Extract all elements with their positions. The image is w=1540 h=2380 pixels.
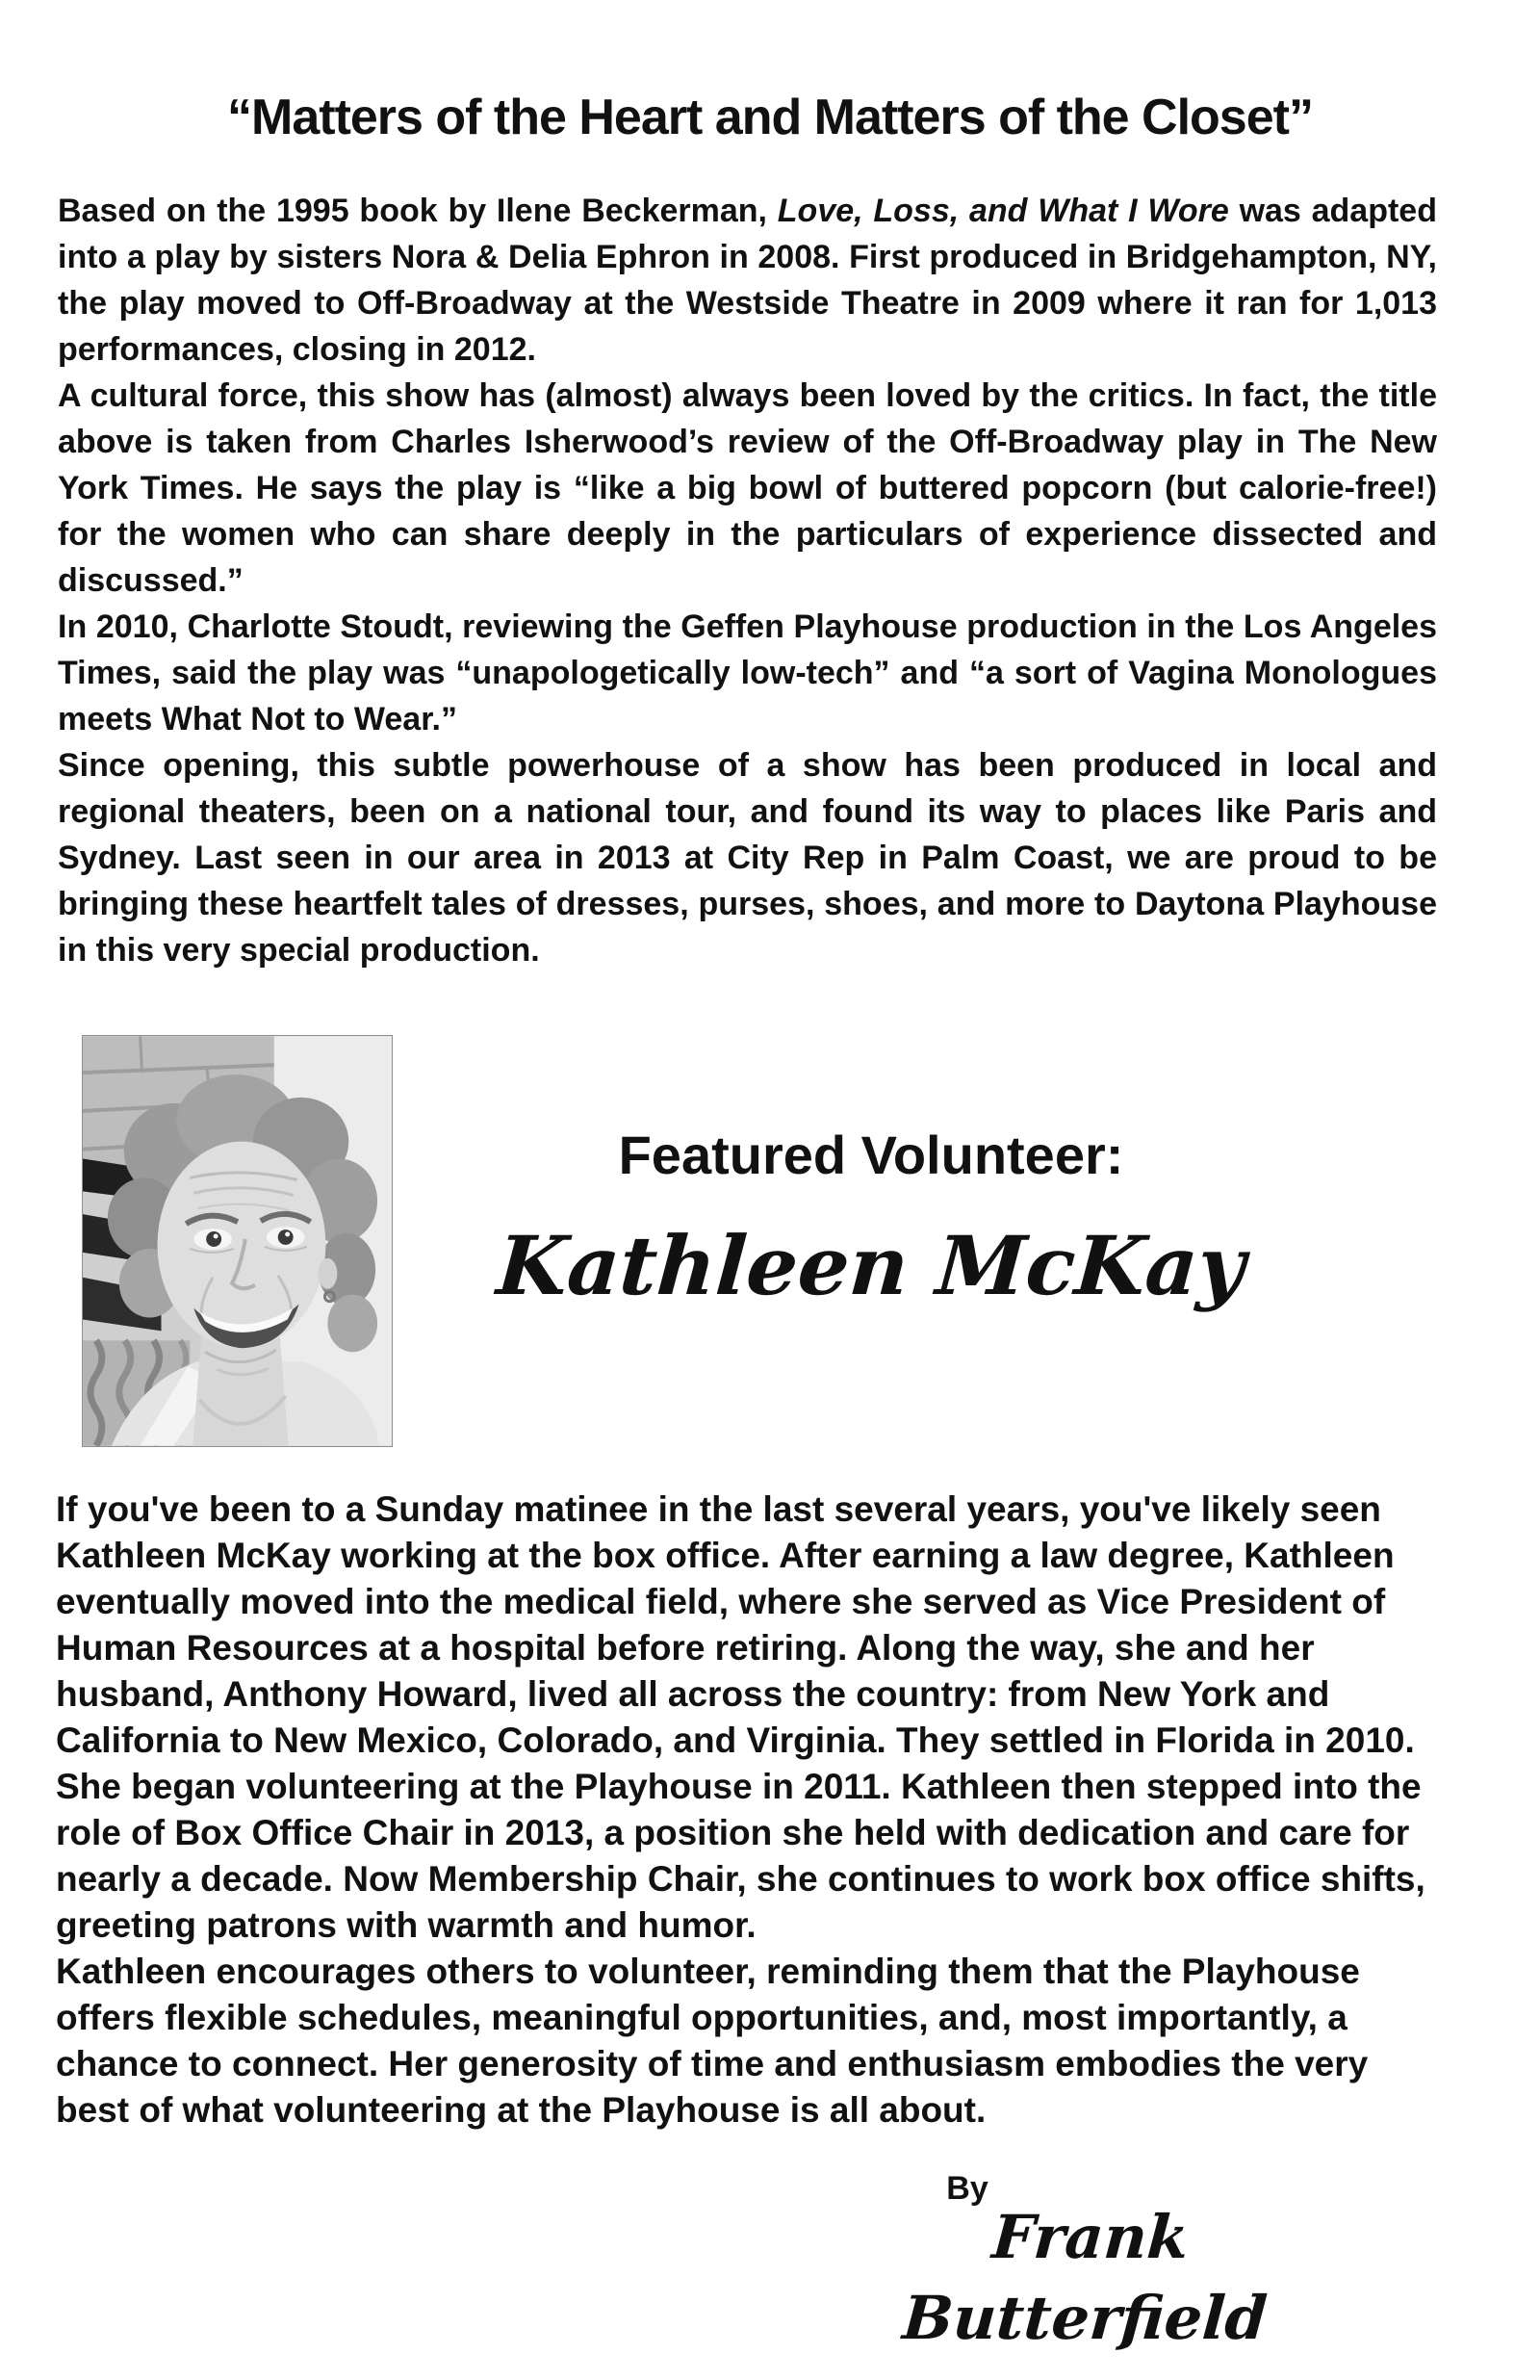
bio-paragraph-2: Kathleen encourages others to volunteer, reminding them that the Playhouse offers flexible schedules, meaningful opportunities, and, most importantly, a chance to connect. Her generosity of time and enthusiasm embodies the very best of what volunteering at the Playhouse is all about. (56, 1952, 1369, 2130)
volunteer-bio-section (56, 1487, 1447, 2134)
book-title-italic: Love, Loss, and What I Wore (777, 193, 1229, 229)
featured-volunteer-block (395, 1125, 1348, 1319)
page-title: “Matters of the Heart and Matters of the Closet” (227, 90, 1313, 145)
intro-p1-text-after: was adapted into a play by sisters Nora & Delia Ephron in 2008. First produced in Bridgehampton, NY, the play moved to Off-Broadway at the Westside Theatre in 2009 where it ran for 1,013 performances, closing in 2012. (58, 193, 1437, 368)
intro-paragraph-1 (58, 188, 1437, 373)
featured-volunteer-name: Kathleen McKay (494, 1218, 1248, 1313)
byline-prefix: By (946, 2170, 988, 2207)
intro-paragraph-4: Since opening, this subtle powerhouse of a show has been produced in local and regional theaters, been on a national tour, and found its way to places like Paris and Sydney. Last seen in our area in 2013 at City Rep in Palm Coast, we are proud to be bringing these heartfelt tales of dresses, purses, shoes, and more to Daytona Playhouse in this very special production. (58, 747, 1437, 969)
portrait-illustration (83, 1036, 392, 1446)
byline-author-signature: Frank Butterfield (900, 2202, 1270, 2353)
intro-paragraph-3: In 2010, Charlotte Stoudt, reviewing the Geffen Playhouse production in the Los Angeles Times, said the play was “unapologetically low-tech” and “a sort of Vagina Monologues meets What Not to Wear.” (58, 608, 1437, 737)
intro-paragraph-2: A cultural force, this show has (almost) always been loved by the critics. In fact, the title above is taken from Charles Isherwood’s review of the Off-Broadway play in The New York Times. He says the play is “like a big bowl of buttered popcorn (but calorie-free!) for the women who can share deeply in the particulars of experience dissected and discussed.” (58, 377, 1437, 599)
bio-paragraph-1: If you've been to a Sunday matinee in the last several years, you've likely seen Kathleen McKay working at the box office. After earning a law degree, Kathleen eventually moved into the medical field, where she served as Vice President of Human Resources at a hospital before retiring. Along the way, she and her husband, Anthony Howard, lived all across the country: from New York and California to New Mexico, Colorado, and Virginia. They settled in Florida in 2010. She began volunteering at the Playhouse in 2011. Kathleen then stepped into the role of Box Office Chair in 2013, a position she held with dedication and care for nearly a decade. Now Membership Chair, she continues to work box office shifts, greeting patrons with warmth and humor. (56, 1489, 1425, 1945)
show-description-section (58, 188, 1437, 973)
intro-p1-text: Based on the 1995 book by Ilene Beckerman, (58, 193, 778, 229)
volunteer-photo (82, 1035, 393, 1447)
featured-volunteer-heading: Featured Volunteer: (618, 1125, 1124, 1185)
